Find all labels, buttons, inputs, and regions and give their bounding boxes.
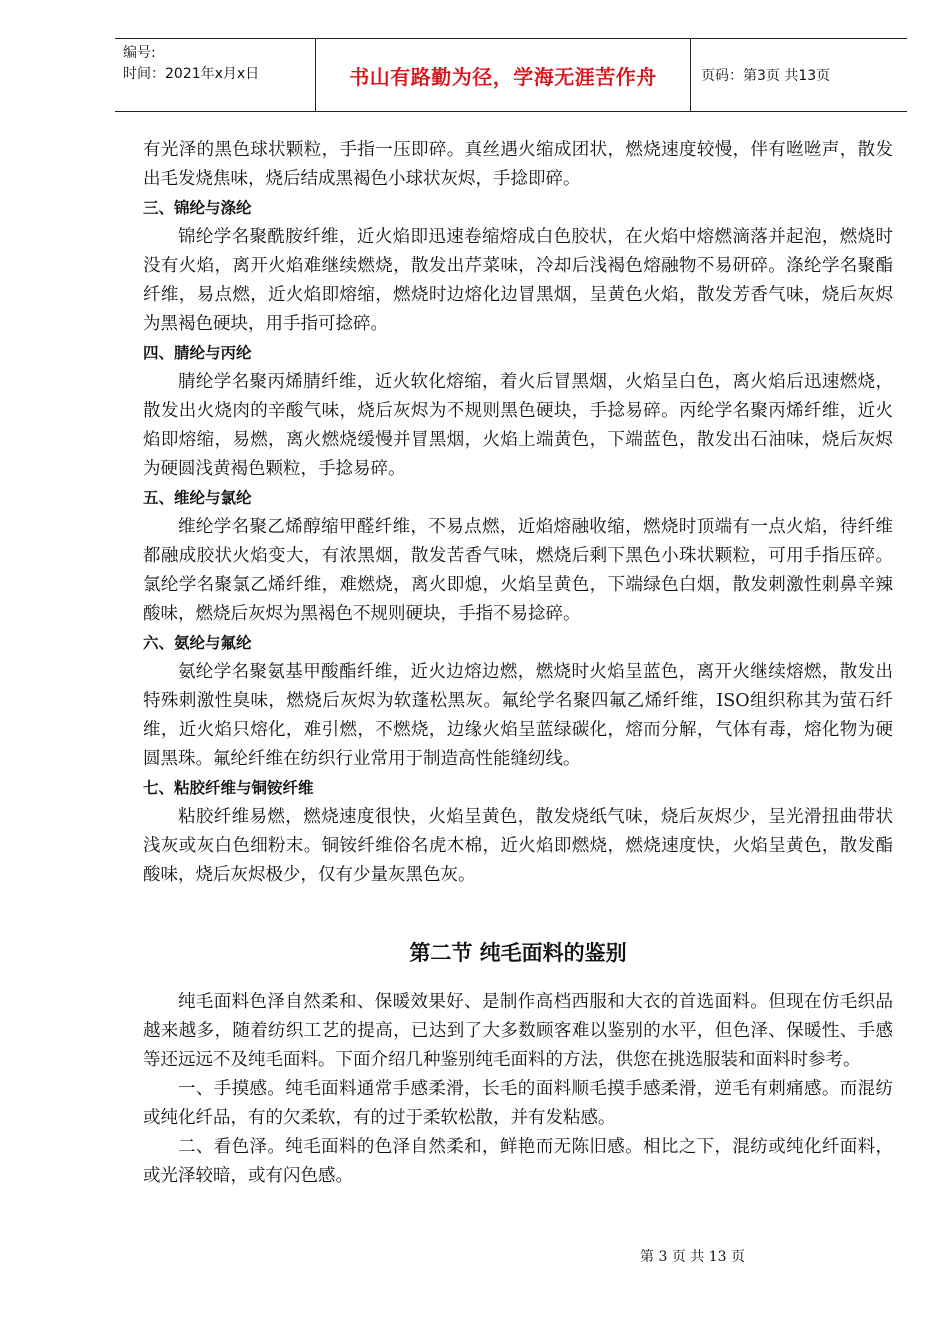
section-paragraph: 氨纶学名聚氨基甲酸酯纤维，近火边熔边燃，燃烧时火焰呈蓝色，离开火继续熔燃，散发出特殊刺激性臭味，燃烧后灰烬为软蓬松黑灰。氟纶学名聚四氟乙烯纤维，ISO组织称其为萤石纤维，近火焰只熔化，难引燃，不燃烧，边缘火焰呈蓝绿碳化，熔而分解，气体有毒，熔化物为硬圆黑珠。氟纶纤维在纺织行业常用于制造高性能缝纫线。 xyxy=(143,662,893,769)
section-heading: 五、维纶与氯纶 xyxy=(143,489,252,507)
page-footer xyxy=(0,1246,950,1266)
section-paragraph: 粘胶纤维易燃，燃烧速度很快，火焰呈黄色，散发烧纸气味，烧后灰烬少，呈光滑扭曲带状浅灰或灰白色细粉末。铜铵纤维俗名虎木棉，近火焰即燃烧，燃烧速度快，火焰呈黄色，散发酯酸味，烧后灰烬极少，仅有少量灰黑色灰。 xyxy=(143,807,893,885)
section-heading: 七、粘胶纤维与铜铵纤维 xyxy=(143,779,314,797)
body-paragraph: 一、手摸感。纯毛面料通常手感柔滑，长毛的面料顺毛摸手感柔滑，逆毛有刺痛感。而混纺或纯化纤品，有的欠柔软，有的过于柔软松散，并有发粘感。 xyxy=(143,1079,893,1128)
date-label: 时间：2021年x月x日 xyxy=(123,66,260,82)
section-paragraph: 腈纶学名聚丙烯腈纤维，近火软化熔缩，着火后冒黑烟，火焰呈白色，离火焰后迅速燃烧，散发出火烧肉的辛酸气味，烧后灰烬为不规则黑色硬块，手捻易碎。丙纶学名聚丙烯纤维，近火焰即熔缩，易燃，离火燃烧缓慢并冒黑烟，火焰上端黄色，下端蓝色，散发出石油味，烧后灰烬为硬圆浅黄褐色颗粒，手捻易碎。 xyxy=(143,372,893,479)
doc-number-label: 编号: xyxy=(123,45,156,61)
section-paragraph: 锦纶学名聚酰胺纤维，近火焰即迅速卷缩熔成白色胶状，在火焰中熔燃滴落并起泡，燃烧时没有火焰，离开火焰难继续燃烧，散发出芹菜味，冷却后浅褐色熔融物不易研碎。涤纶学名聚酯纤维，易点燃，近火焰即熔缩，燃烧时边熔化边冒黑烟，呈黄色火焰，散发芳香气味，烧后灰烬为黑褐色硬块，用手指可捻碎。 xyxy=(143,227,893,334)
footer-page-number: 第 3 页 共 13 页 xyxy=(640,1249,745,1265)
intro-paragraph: 有光泽的黑色球状颗粒，手指一压即碎。真丝遇火缩成团状，燃烧速度较慢，伴有咝咝声，散发出毛发烧焦味，烧后结成黑褐色小球状灰烬，手捻即碎。 xyxy=(143,140,893,189)
page-header xyxy=(115,38,907,112)
section-paragraph: 维纶学名聚乙烯醇缩甲醛纤维，不易点燃，近焰熔融收缩，燃烧时顶端有一点火焰，待纤维都融成胶状火焰变大，有浓黑烟，散发苦香气味，燃烧后剩下黑色小珠状颗粒，可用手指压碎。氯纶学名聚氯乙烯纤维，难燃烧，离火即熄，火焰呈黄色，下端绿色白烟，散发刺激性刺鼻辛辣酸味，燃烧后灰烬为黑褐色不规则硬块，手指不易捻碎。 xyxy=(143,517,893,624)
header-motto: 书山有路勤为径，学海无涯苦作舟 xyxy=(315,39,691,111)
section-heading: 四、腈纶与丙纶 xyxy=(143,344,252,362)
section-heading: 三、锦纶与涤纶 xyxy=(143,199,252,217)
section-heading: 六、氨纶与氟纶 xyxy=(143,634,252,652)
header-page-label: 页码：第3页 共13页 xyxy=(701,68,831,84)
chapter-section-title: 第二节 纯毛面料的鉴别 xyxy=(409,941,627,965)
body-paragraph: 二、看色泽。纯毛面料的色泽自然柔和，鲜艳而无陈旧感。相比之下，混纺或纯化纤面料，或光泽较暗，或有闪色感。 xyxy=(143,1137,893,1186)
body-paragraph: 纯毛面料色泽自然柔和、保暖效果好、是制作高档西服和大衣的首选面料。但现在仿毛织品越来越多，随着纺织工艺的提高，已达到了大多数顾客难以鉴别的水平，但色泽、保暖性、手感等还远远不及纯毛面料。下面介绍几种鉴别纯毛面料的方法，供您在挑选服装和面料时参考。 xyxy=(143,992,893,1070)
page-content xyxy=(143,136,893,1191)
header-meta xyxy=(115,39,315,111)
